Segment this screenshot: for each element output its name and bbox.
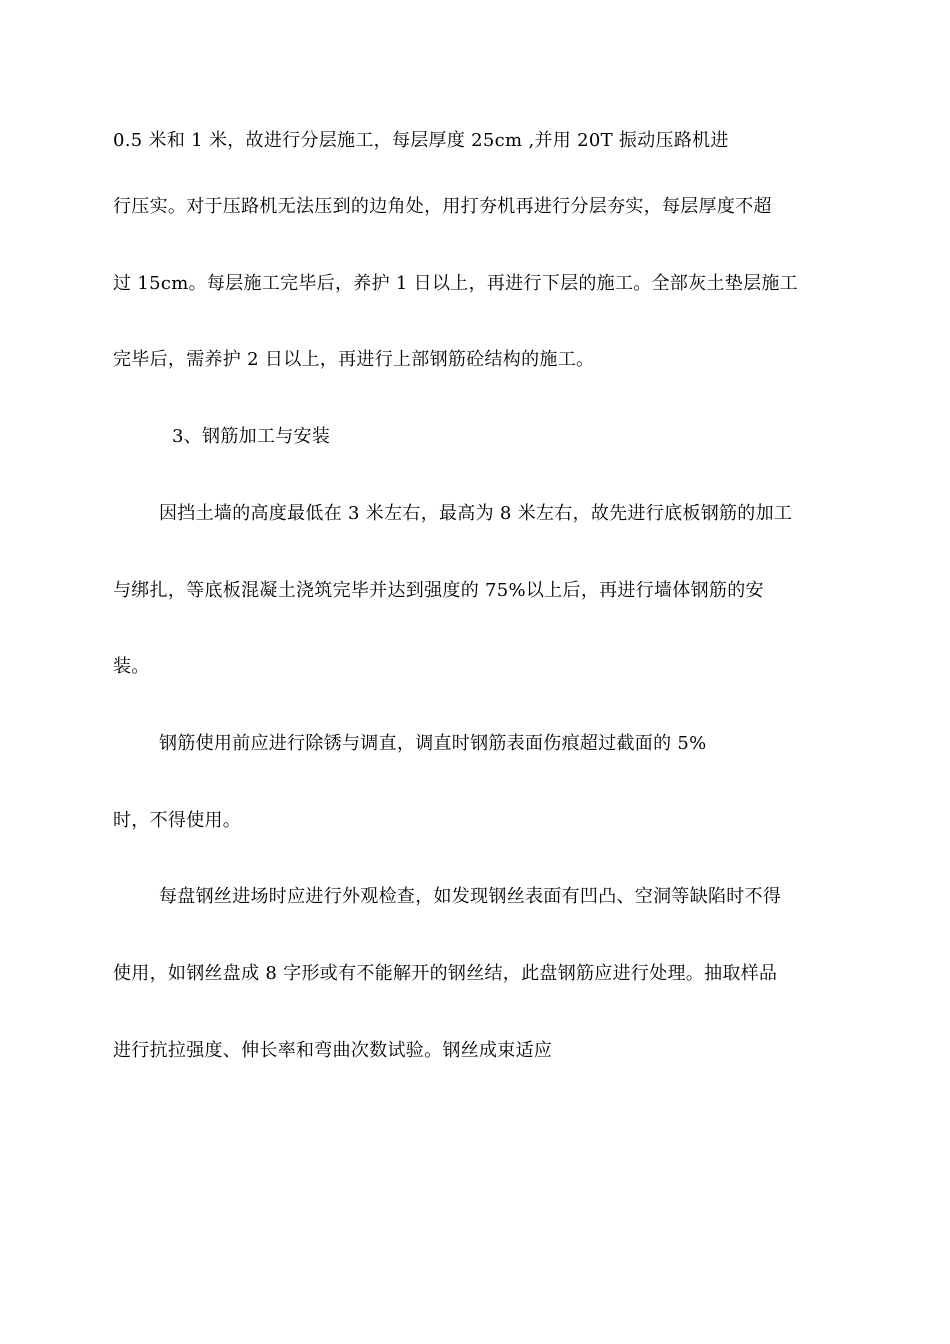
paragraph-line: 完毕后，需养护 2 日以上，再进行上部钢筋砼结构的施工。 <box>113 349 595 370</box>
paragraph-line: 每盘钢丝进场时应进行外观检查，如发现钢丝表面有凹凸、空洞等缺陷时不得 <box>159 886 782 907</box>
paragraph-line: 时，不得使用。 <box>113 810 242 831</box>
paragraph-line: 钢筋使用前应进行除锈与调直，调直时钢筋表面伤痕超过截面的 5% <box>159 733 707 754</box>
paragraph-line: 装。 <box>113 656 150 677</box>
paragraph-line: 使用，如钢丝盘成 8 字形或有不能解开的钢丝结，此盘钢筋应进行处理。抽取样品 <box>113 963 778 984</box>
paragraph-line: 进行抗拉强度、伸长率和弯曲次数试验。钢丝成束适应 <box>113 1040 553 1061</box>
paragraph-line: 0.5 米和 1 米，故进行分层施工，每层厚度 25cm ,并用 20T 振动压路机进 <box>113 130 729 151</box>
paragraph-line: 与绑扎，等底板混凝土浇筑完毕并达到强度的 75%以上后，再进行墙体钢筋的安 <box>113 580 764 601</box>
section-heading: 3、钢筋加工与安装 <box>172 426 331 447</box>
paragraph-line: 因挡土墙的高度最低在 3 米左右，最高为 8 米左右，故先进行底板钢筋的加工 <box>159 503 793 524</box>
paragraph-line: 过 15cm。每层施工完毕后，养护 1 日以上，再进行下层的施工。全部灰土垫层施工 <box>113 273 798 294</box>
paragraph-line: 行压实。对于压路机无法压到的边角处，用打夯机再进行分层夯实，每层厚度不超 <box>113 196 772 217</box>
